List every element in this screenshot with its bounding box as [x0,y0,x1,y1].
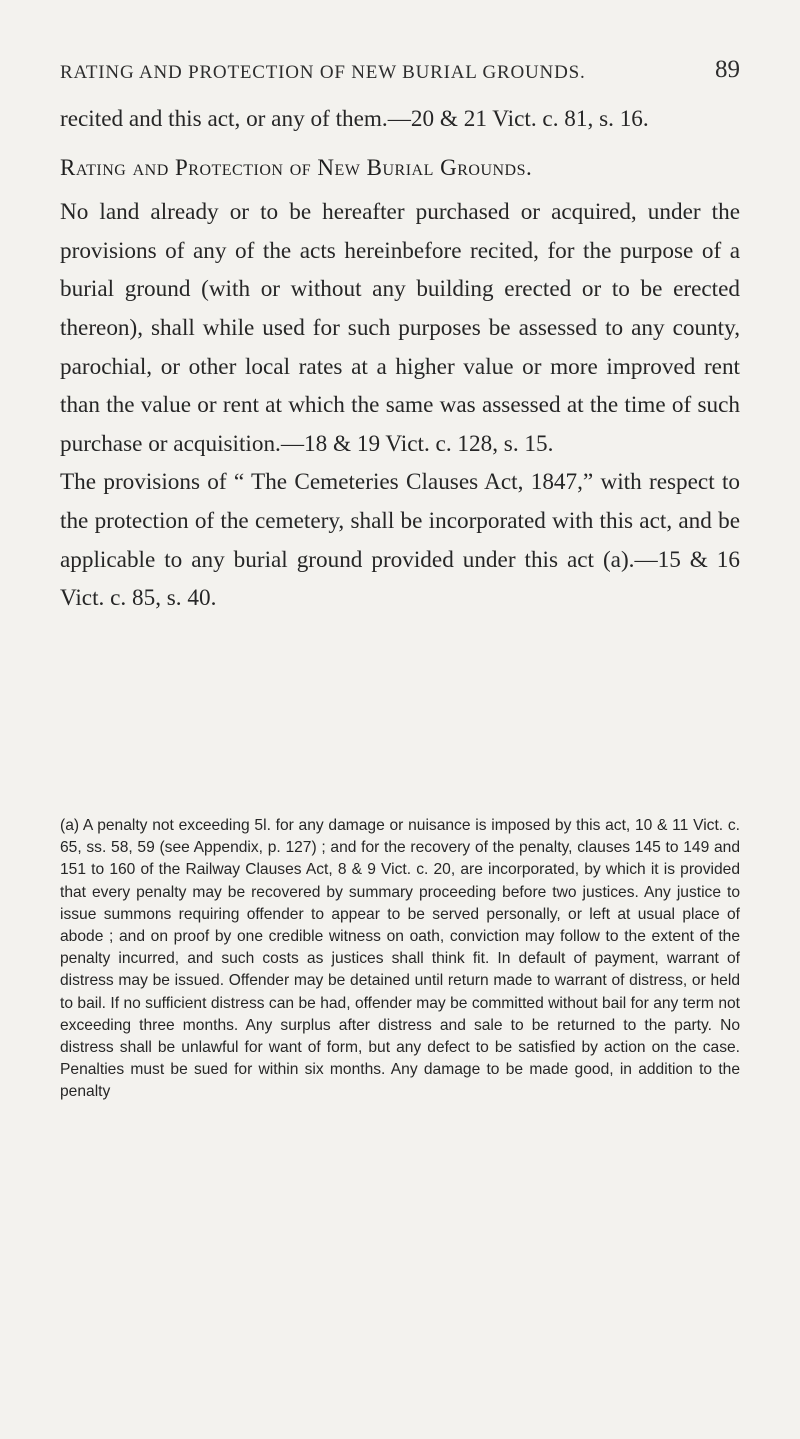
main-text [60,100,740,618]
footnote [60,815,740,1104]
page-number: 89 [715,56,740,83]
running-title: RATING AND PROTECTION OF NEW BURIAL GROUNDS. [60,62,586,83]
continuation-paragraph: recited and this act, or any of them.—20 & 21 Vict. c. 81, s. 16. [60,106,649,132]
paragraph-rating: No land already or to be hereafter purchased or acquired, under the provisions of any of the acts hereinbefore recited, for the purpose of a burial ground (with or without any building erected or to be erected thereon), shall while used for such purposes be assessed to any county, parochial, or other local rates at a higher value or more improved rent than the value or rent at which the same was assessed at the time of such purchase or acquisition.—18 & 19 Vict. c. 128, s. 15. [60,199,740,457]
running-head [60,56,740,84]
footnote-text: (a) A penalty not exceeding 5l. for any damage or nuisance is imposed by this act, 10 & 11 Vict. c. 65, ss. 58, 59 (see Appendix, p. 127) ; and for the recovery of the penalty, clauses 145 to 149 and 151 to 160 of the Railway Clauses Act, 8 & 9 Vict. c. 20, are incorporated, by which it is provided that every penalty may be recovered by summary proceeding before two justices. Any justice to issue summons requiring offender to appear to be served personally, or left at usual place of abode ; and on proof by one credible witness on oath, conviction may follow to the extent of the penalty incurred, and such costs as justices shall think fit. In default of payment, warrant of distress may be issued. Offender may be detained until return made to warrant of distress, or held to bail. If no sufficient distress can be had, offender may be committed without bail for any term not exceeding three months. Any surplus after distress and sale to be returned to the party. No distress shall be unlawful for want of form, but any defect to be satisfied by action on the case. Penalties must be sued for within six months. Any damage to be made good, in addition to the penalty [60,817,740,1101]
section-heading: Rating and Protection of New Burial Grounds. [60,154,533,180]
paragraph-protection: The provisions of “ The Cemeteries Clauses Act, 1847,” with respect to the protection of the cemetery, shall be incorporated with this act, and be applicable to any burial ground provided under this act (a).—15 & 16 Vict. c. 85, s. 40. [60,469,740,612]
